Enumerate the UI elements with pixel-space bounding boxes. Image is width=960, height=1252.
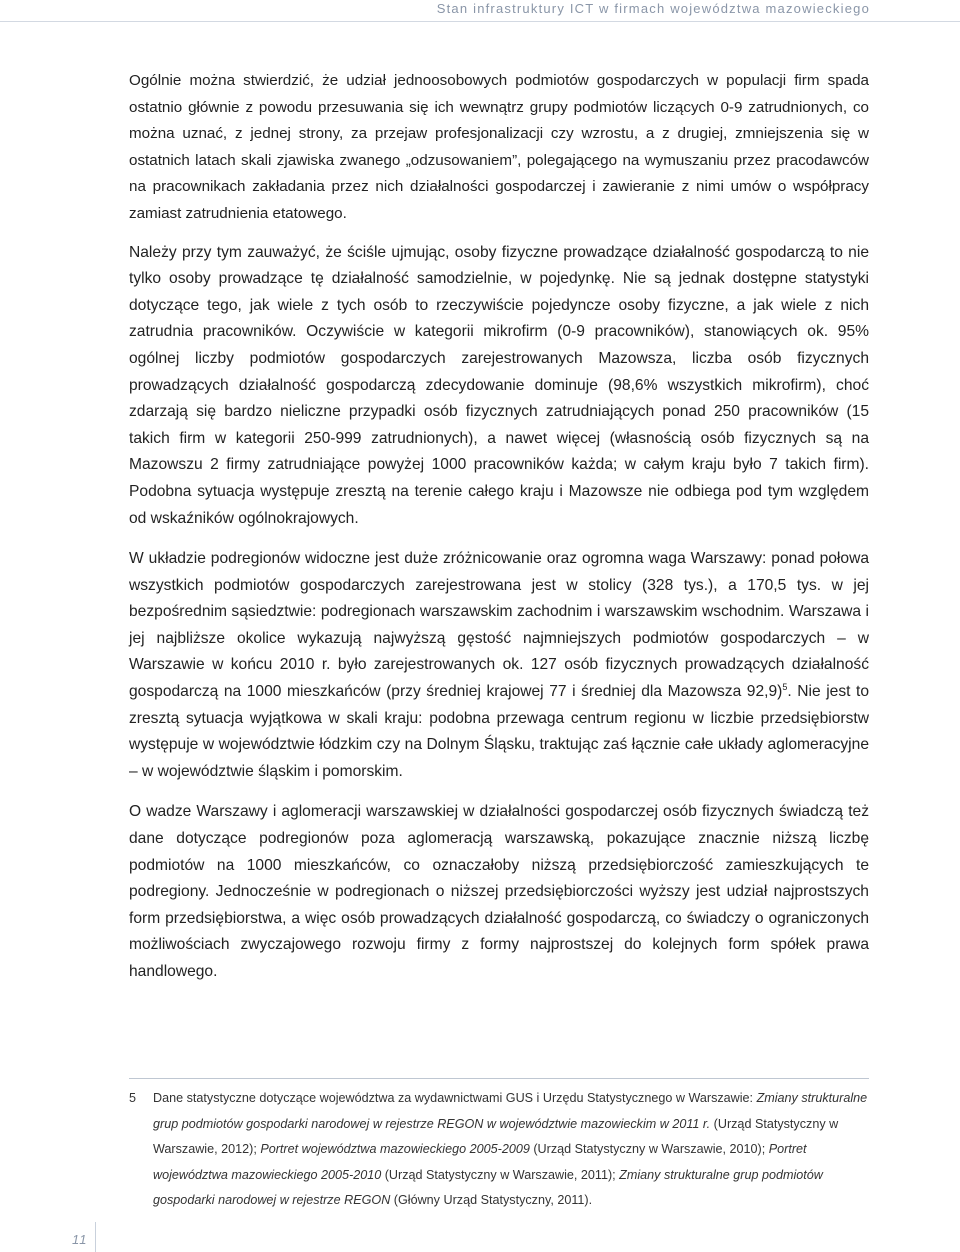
footnote-source-1: (Urząd Statystyczny w Warszawie, 2012); — [153, 1116, 839, 1156]
paragraph-2: Należy przy tym zauważyć, że ściśle ujmując, osoby fizyczne prowadzące działalność gospodarczą to nie tylko osoby prowadzące tę działalność samodzielnie, w pojedynkę. Nie są jednak dostępne statystyki dotyczące tego, jak wiele z tych osób to rzeczywiście pojedyncze osoby fizyczne, a jak wiele z nich zatrudnia pracowników. Oczywiście w kategorii mikrofirm (0-9 pracowników), stanowiących ok. 95% ogólnej liczby podmiotów gospodarczych zarejestrowanych Mazowsza, liczba osób fizycznych prowadzących działalność gospodarczą zdecydowanie dominuje (98,6% wszystkich mikrofirm), choć zdarzają się bardzo nieliczne przypadki osób fizycznych zatrudniających ponad 250 pracowników (15 takich firm w kategorii 250-999 zatrudnionych), a nawet więcej (własnością osób fizycznych są na Mazowszu 2 firmy zatrudniające powyżej 1000 pracowników każda; w całym kraju było 7 takich firm). Podobna sytuacja występuje zresztą na terenie całego kraju i Mazowsze nie odbiega pod tym względem od wskaźników ogólnokrajowych. — [129, 243, 869, 527]
page-number-divider — [95, 1222, 96, 1252]
footnote-title-3: Portret województwa mazowieckiego 2005-2010 — [153, 1142, 807, 1182]
page-number: 11 — [72, 1232, 88, 1247]
footnote-reference[interactable]: 5 — [782, 681, 788, 692]
paragraph-4: O wadze Warszawy i aglomeracji warszawskiej w działalności gospodarczej osób fizycznych świadczą też dane dotyczące podregionów poza aglomeracją warszawską, pokazujące znacznie niższą liczbę podmiotów na 1000 mieszkańców, co oznaczałoby niższą przedsiębiorczość zamieszkujących te podregiony. Jednocześnie w podregionach o niższej przedsiębiorczości wyższy jest udział najprostszych form przedsiębiorstwa, a więc osób prowadzących działalność gospodarczą, co świadczy o ograniczonych możliwościach zwyczajowego rozwoju firmy z formy najprostszej do kolejnych form spółek prawa handlowego. — [129, 803, 869, 980]
footnote-source-2: (Urząd Statystyczny w Warszawie, 2010); — [529, 1142, 769, 1156]
footnote-source-3: (Urząd Statystyczny w Warszawie, 2011); — [381, 1167, 620, 1182]
running-header — [0, 0, 960, 22]
footnotes — [129, 1086, 869, 1214]
footnote-source-4: (Główny Urząd Statystyczny, 2011). — [390, 1193, 593, 1207]
footnote-intro: Dane statystyczne dotyczące województwa za wydawnictwami GUS i Urzędu Statystycznego w Warszawie: — [153, 1091, 757, 1105]
paragraph-3 — [129, 546, 869, 785]
paragraph-3-continuation: . Nie jest to zresztą sytuacja wyjątkowa w skali kraju: podobna przewaga centrum regionu w liczbie przedsiębiorstw występuje w województwie łódzkim czy na Dolnym Śląsku, traktując zaś łącznie całe układy aglomeracyjne – w województwie śląskim i pomorskim. — [129, 683, 870, 780]
footnote-title-2: Portret województwa mazowieckiego 2005-2009 — [260, 1142, 530, 1156]
footnote-divider — [129, 1078, 869, 1079]
footnote-title-1: Zmiany strukturalne grup podmiotów gospodarki narodowej w rejestrze REGON w województwie mazowieckim w 2011 r. — [153, 1091, 868, 1131]
running-header-title: Stan infrastruktury ICT w firmach województwa mazowieckiego — [436, 1, 870, 16]
footnote-number: 5 — [129, 1091, 137, 1105]
paragraph-1: Ogólnie można stwierdzić, że udział jednoosobowych podmiotów gospodarczych w populacji firm spada ostatnio głównie z powodu przesuwania się ich wewnątrz grupy podmiotów liczących 0-9 zatrudnionych, co można uznać, z jednej strony, za przejaw profesjonalizacji czy wzrostu, a z drugiej, zmniejszenia się w ostatnich latach skali zjawiska zwanego „odzusowaniem”, polegającego na wymuszaniu przez pracodawców na pracownikach zakładania przez nich działalności gospodarczej i zawieranie z nimi umów o współpracy zamiast zatrudnienia etatowego. — [129, 72, 869, 222]
paragraph-3-text: W układzie podregionów widoczne jest duże zróżnicowanie oraz ogromna waga Warszawy: ponad połowa wszystkich podmiotów gospodarczych zarejestrowana jest w stolicy (328 tys.), a 170,5 tys. w jej bezpośrednim sąsiedztwie: podregionach warszawskim zachodnim i warszawskim wschodnim. Warszawa i jej najbliższe okolice wykazują najwyższą gęstość najmniejszych podmiotów gospodarczych – w Warszawie w końcu 2010 r. było zarejestrowanych ok. 127 osób fizycznych prowadzących działalność gospodarczą na 1000 mieszkańców (przy średniej krajowej 77 i średniej dla Mazowsza 92,9) — [129, 550, 869, 701]
footnote-title-4: Zmiany strukturalne grup podmiotów gospodarki narodowej w rejestrze REGON — [153, 1167, 823, 1207]
body-text — [129, 68, 869, 986]
footnote-text — [153, 1086, 869, 1214]
